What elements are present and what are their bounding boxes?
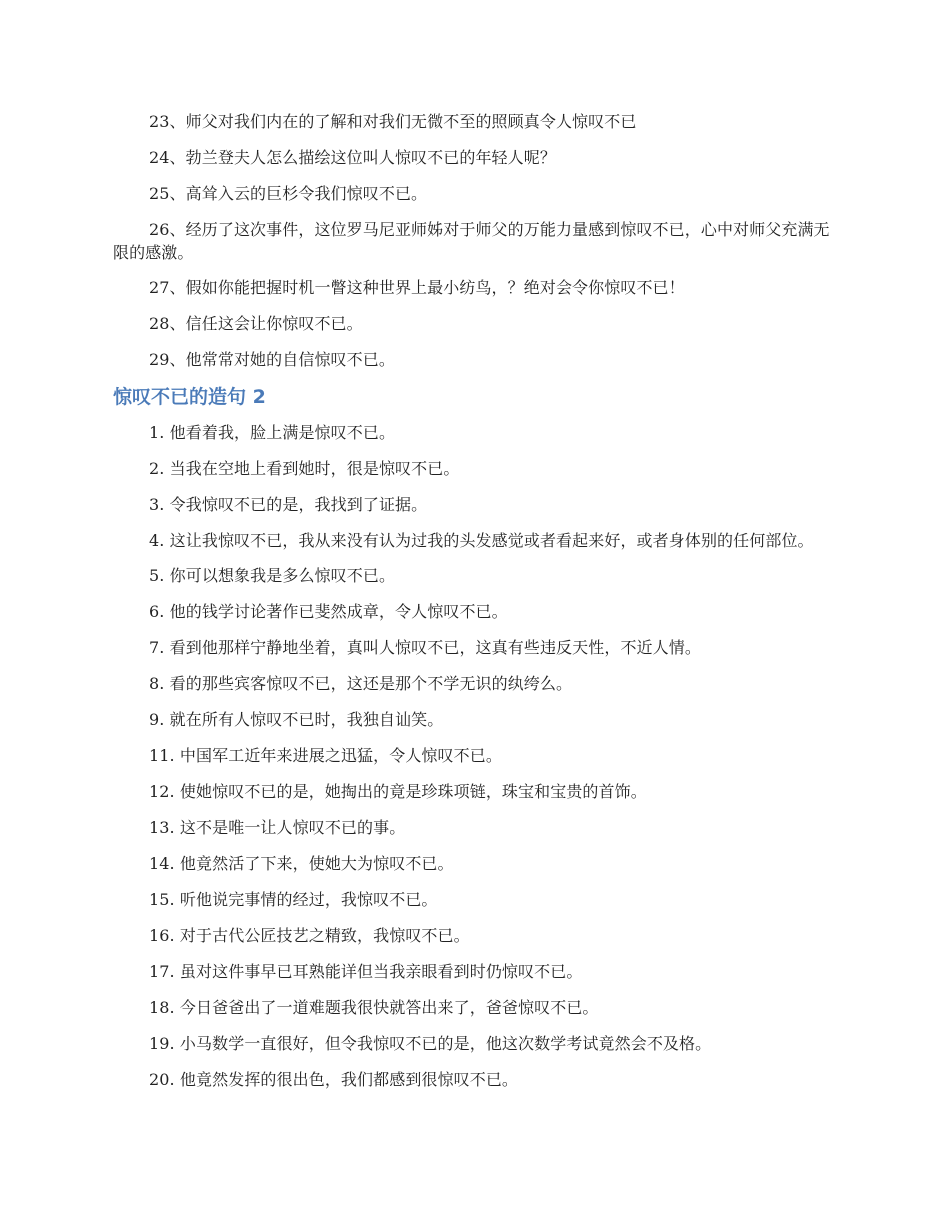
sentence-28: 28、信任这会让你惊叹不已。 — [149, 314, 363, 333]
example-18: 18. 今日爸爸出了一道难题我很快就答出来了，爸爸惊叹不已。 — [149, 998, 599, 1017]
example-20: 20. 他竟然发挥的很出色，我们都感到很惊叹不已。 — [149, 1070, 519, 1089]
example-5: 5. 你可以想象我是多么惊叹不已。 — [149, 566, 396, 585]
example-19: 19. 小马数学一直很好，但令我惊叹不已的是，他这次数学考试竟然会不及格。 — [149, 1034, 712, 1053]
sentence-29: 29、他常常对她的自信惊叹不已。 — [149, 350, 395, 369]
example-6: 6. 他的钱学讨论著作已斐然成章，令人惊叹不已。 — [149, 602, 508, 621]
example-3: 3. 令我惊叹不已的是，我找到了证据。 — [149, 495, 428, 514]
sentence-24: 24、勃兰登夫人怎么描绘这位叫人惊叹不已的年轻人呢？ — [149, 148, 556, 167]
sentence-27: 27、假如你能把握时机一瞥这种世界上最小纺鸟，？绝对会令你惊叹不已！ — [149, 278, 685, 297]
example-2: 2. 当我在空地上看到她时，很是惊叹不已。 — [149, 459, 460, 478]
sentence-23: 23、师父对我们内在的了解和对我们无微不至的照顾真令人惊叹不已 — [149, 112, 637, 131]
example-14: 14. 他竟然活了下来，使她大为惊叹不已。 — [149, 854, 454, 873]
example-16: 16. 对于古代公匠技艺之精致，我惊叹不已。 — [149, 926, 470, 945]
document-content — [113, 110, 838, 1104]
example-12: 12. 使她惊叹不已的是，她掏出的竟是珍珠项链，珠宝和宝贵的首饰。 — [149, 782, 647, 801]
example-17: 17. 虽对这件事早已耳熟能详但当我亲眼看到时仍惊叹不已。 — [149, 962, 583, 981]
section-heading: 惊叹不已的造句 2 — [113, 386, 266, 408]
sentence-26: 26、经历了这次事件，这位罗马尼亚师姊对于师父的万能力量感到惊叹不已，心中对师父充满无限的感激。 — [113, 220, 830, 262]
example-13: 13. 这不是唯一让人惊叹不已的事。 — [149, 818, 406, 837]
example-1: 1. 他看着我，脸上满是惊叹不已。 — [149, 423, 396, 442]
example-4: 4. 这让我惊叹不已，我从来没有认为过我的头发感觉或者看起来好，或者身体别的任何部位。 — [149, 531, 814, 550]
example-15: 15. 听他说完事情的经过，我惊叹不已。 — [149, 890, 438, 909]
example-11: 11. 中国军工近年来进展之迅猛，令人惊叹不已。 — [149, 746, 502, 765]
example-8: 8. 看的那些宾客惊叹不已，这还是那个不学无识的纨绔么。 — [149, 674, 573, 693]
example-7: 7. 看到他那样宁静地坐着，真叫人惊叹不已，这真有些违反天性，不近人情。 — [149, 638, 701, 657]
sentence-25: 25、高耸入云的巨杉令我们惊叹不已。 — [149, 184, 428, 203]
example-9: 9. 就在所有人惊叹不已时，我独自讪笑。 — [149, 710, 444, 729]
